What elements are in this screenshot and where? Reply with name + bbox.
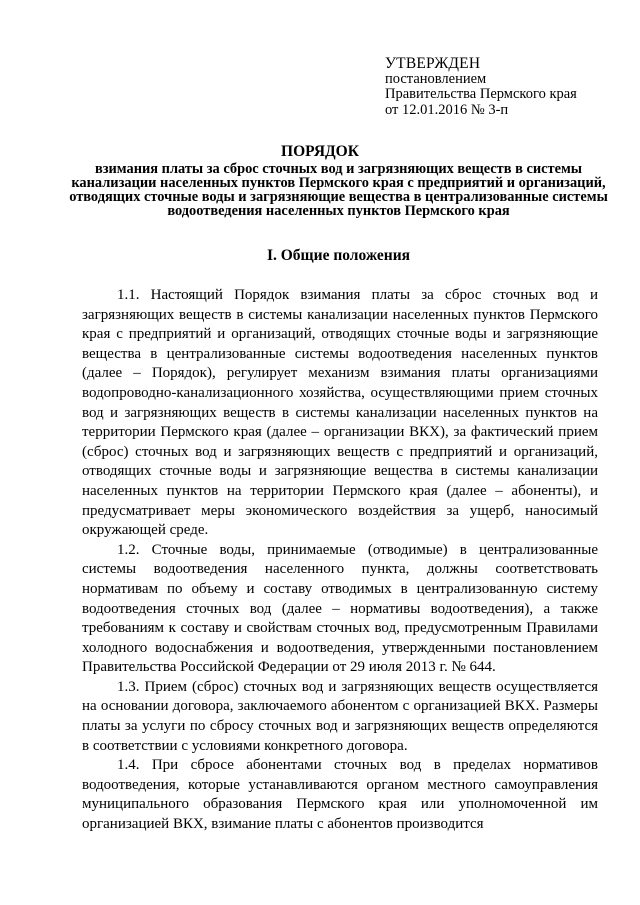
section-heading: I. Общие положения — [266, 247, 411, 264]
paragraph-1-2: 1.2. Сточные воды, принимаемые (отводимые) в централизованные системы водоотведения населенного пункта, должны соответствовать нормативам по объему и составу отводимых в централизованную систему водоотведения сточных вод (далее – нормативы водоотведения), а также требованиям к составу и свойствам сточных вод, предусмотренным Правилами холодного водоснабжения и водоотведения, утвержденными постановлением Правительства Российской Федерации от 29 июля 2013 г. № 644. — [82, 541, 598, 676]
paragraph-1-1: 1.1. Настоящий Порядок взимания платы за сброс сточных вод и загрязняющих веществ в системы канализации населенных пунктов Пермского края с предприятий и организаций, отводящих сточные воды и загрязняющие вещества в централизованные системы водоотведения населенных пунктов (далее – Порядок), регулирует механизм взимания платы организациями водопроводно-канализационного хозяйства, осуществляющими прием сточных вод и загрязняющих веществ в системы канализации населенных пунктов на территории Пермского края (далее – организации ВКХ), за фактический прием (сброс) сточных вод и загрязняющих веществ с предприятий и организаций, отводящих сточные воды и загрязняющие вещества в системы канализации населенных пунктов на территории Пермского края (далее – абоненты), и предусматривает меры экономического воздействия за ущерб, наносимый окружающей среде. — [82, 287, 598, 539]
document-subtitle: взимания платы за сброс сточных вод и загрязняющих веществ в системы канализации населенных пунктов Пермского края с предприятий и организаций, отводящих сточные воды и загрязняющие вещества в централизованные системы водоотведения населенных пунктов Пермского края — [69, 161, 608, 219]
approval-line-4: от 12.01.2016 № 3-п — [385, 101, 509, 118]
approval-stamp — [385, 56, 625, 118]
approval-line-1: УТВЕРЖДЕН — [385, 55, 481, 72]
document-title: ПОРЯДОК — [281, 143, 359, 160]
approval-line-3: Правительства Пермского края — [385, 86, 577, 102]
approval-line-2: постановлением — [385, 70, 487, 87]
document-body — [82, 286, 598, 835]
paragraph-1-3: 1.3. Прием (сброс) сточных вод и загрязняющих веществ осуществляется на основании договора, заключаемого абонентом с организацией ВКХ. Размеры платы за услуги по сбросу сточных вод и загрязняющих веществ определяются в соответствии с условиями конкретного договора. — [82, 678, 598, 754]
paragraph-1-4: 1.4. При сбросе абонентами сточных вод в пределах нормативов водоотведения, которые устанавливаются органом местного самоуправления муниципального образования Пермского края или уполномоченной им организацией ВКХ, взимание платы с абонентов производится — [82, 757, 598, 833]
